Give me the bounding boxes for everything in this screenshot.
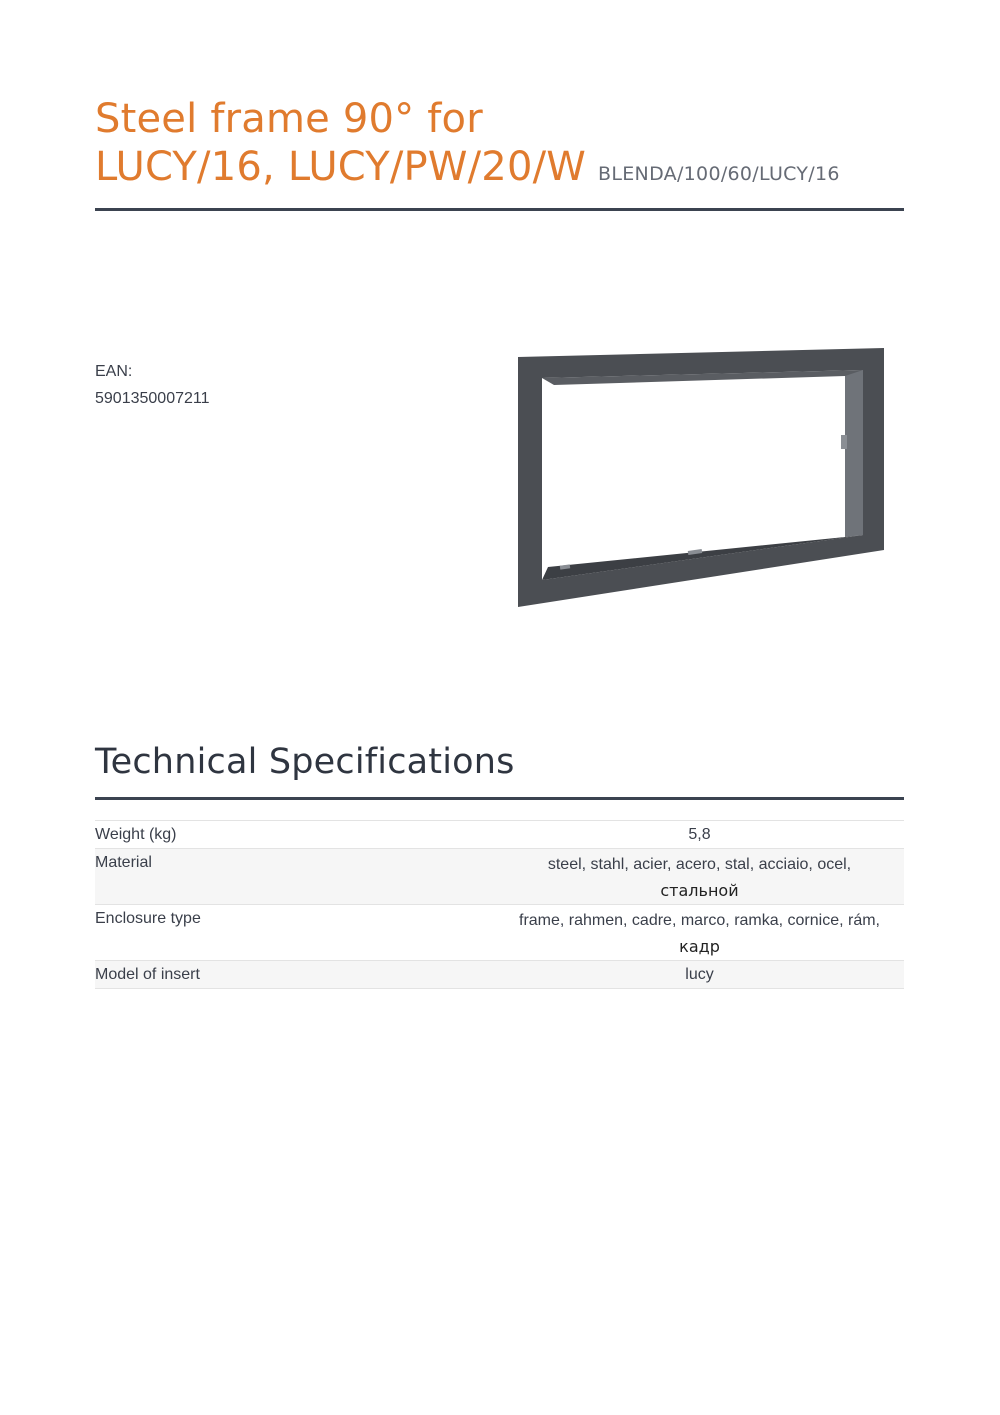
title-line-2 [95, 143, 904, 198]
spec-label: Model of insert [95, 966, 200, 983]
spec-row-model [95, 961, 904, 989]
specs-divider [95, 797, 904, 800]
title-models: LUCY/16, LUCY/PW/20/W [95, 144, 587, 190]
title-line-1: Steel frame 90° for [95, 96, 483, 142]
spec-value-line1: frame, rahmen, cadre, marco, ramka, cornice, rám, [519, 912, 880, 929]
spec-value-line1: steel, stahl, acier, acero, stal, acciaio, ocel, [547, 856, 852, 873]
spec-row-weight [95, 821, 904, 849]
specs-heading: Technical Specifications [95, 742, 515, 782]
spec-value: 5,8 [688, 826, 711, 843]
product-sheet [95, 0, 904, 1415]
product-sku: BLENDA/100/60/LUCY/16 [598, 163, 840, 185]
spec-label: Weight (kg) [95, 826, 177, 843]
product-title [95, 95, 904, 198]
spec-value-line2: кадр [679, 937, 720, 956]
ean-value: 5901350007211 [95, 390, 210, 407]
spec-label: Material [95, 854, 152, 871]
spec-row-material [95, 849, 904, 905]
header-divider [95, 208, 904, 211]
spec-label: Enclosure type [95, 910, 201, 927]
spec-value: lucy [685, 966, 714, 983]
spec-value [495, 849, 904, 904]
spec-value-line2: стальной [660, 881, 739, 900]
spec-value [495, 905, 904, 960]
spec-table [95, 820, 904, 989]
steel-frame-image [518, 345, 888, 610]
ean-label: EAN: [95, 363, 133, 380]
spec-row-enclosure [95, 905, 904, 961]
ean-block [95, 358, 210, 412]
